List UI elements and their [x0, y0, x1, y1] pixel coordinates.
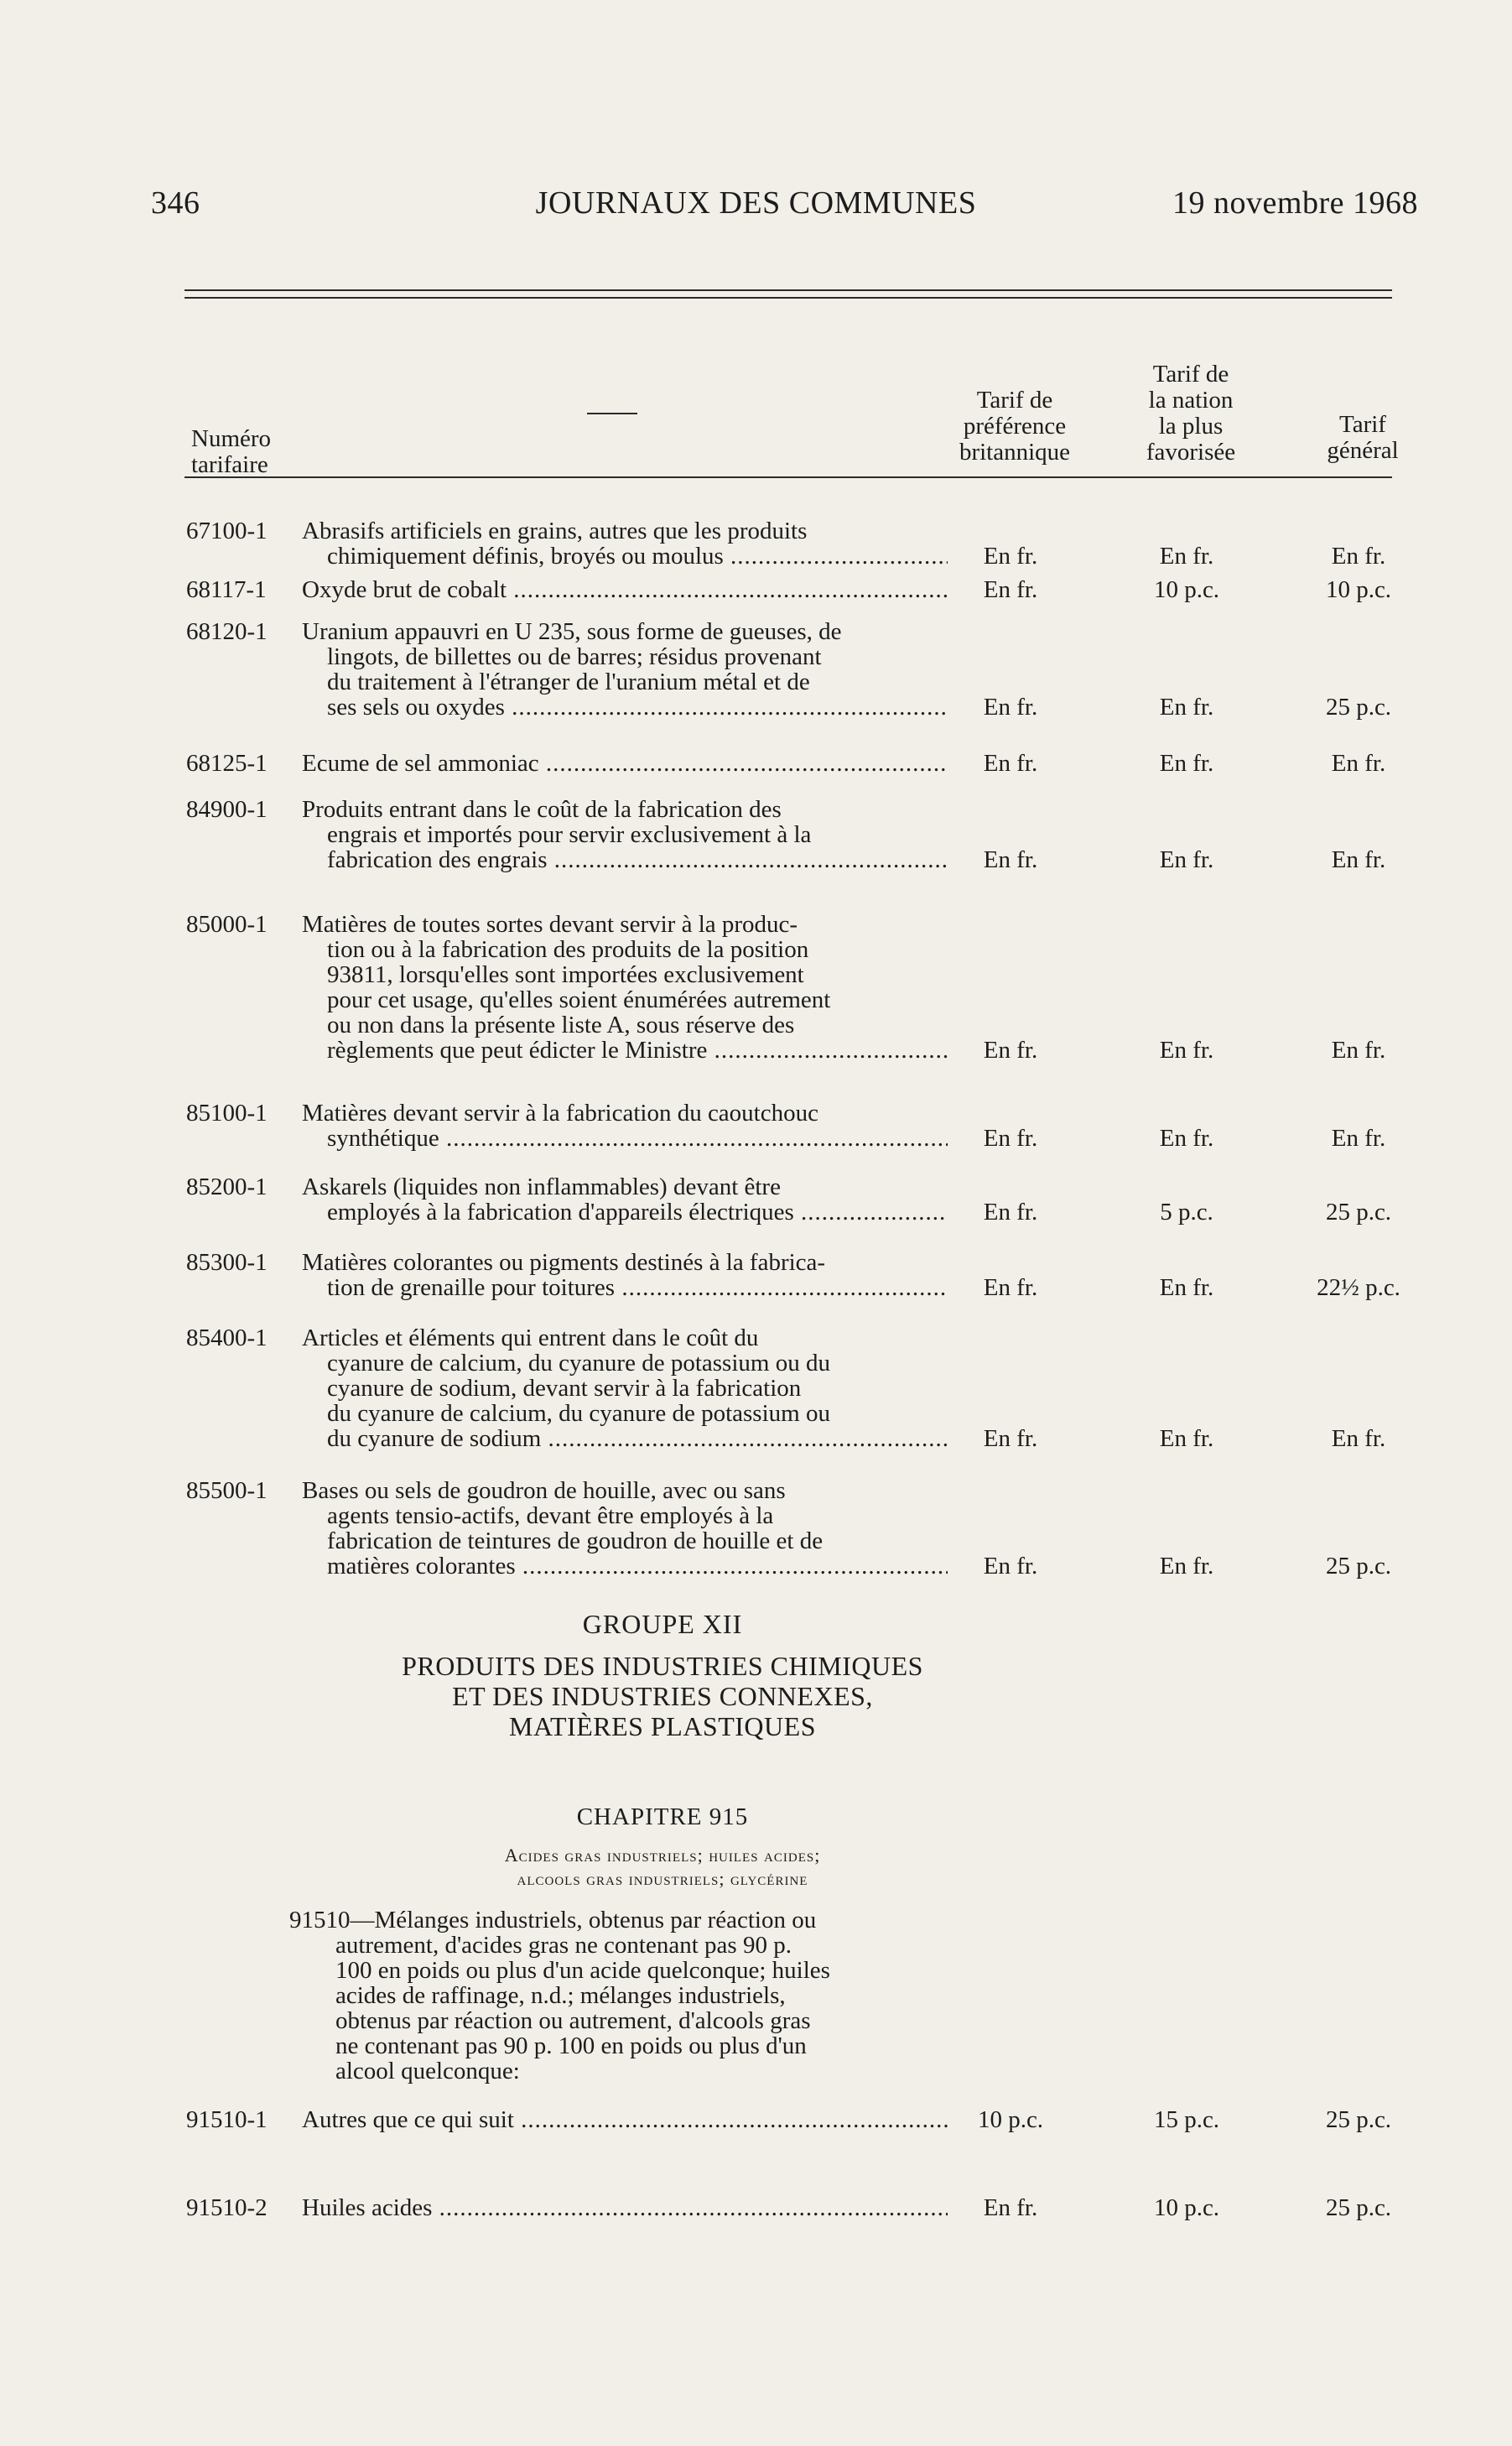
dot-leader: [548, 847, 948, 872]
rate-preference-britannique: En fr.: [983, 694, 1038, 721]
description-line: [302, 2107, 948, 2132]
description-text: Bases ou sels de goudron de houille, avec ou sans: [302, 1477, 786, 1504]
rate-nation-favorisee: En fr.: [1159, 543, 1214, 570]
rate-nation-favorisee: En fr.: [1159, 1425, 1214, 1452]
description-line: [302, 1528, 948, 1553]
description-line: [302, 544, 948, 569]
tariff-code: 91510-2: [186, 2194, 268, 2221]
column-header-line: Numéro: [191, 425, 272, 452]
description-text: du traitement à l'étranger de l'uranium métal et de: [327, 669, 810, 695]
description-line: [302, 797, 948, 822]
description-line: [302, 937, 948, 962]
description-text: Articles et éléments qui entrent dans le coût du: [302, 1324, 759, 1351]
description-text: Autres que ce qui suit: [302, 2107, 514, 2132]
description-text: Matières devant servir à la fabrication du caoutchouc: [302, 1100, 818, 1127]
rate-nation-favorisee: En fr.: [1159, 1125, 1214, 1152]
tariff-description: [302, 2107, 948, 2132]
description-line: [302, 1038, 948, 1063]
group-subtitle-line: ET DES INDUSTRIES CONNEXES,: [452, 1681, 873, 1711]
description-line: [302, 1101, 948, 1126]
tariff-description: [302, 1250, 948, 1300]
description-text: du cyanure de calcium, du cyanure de potassium ou: [327, 1400, 830, 1427]
description-line: [302, 1553, 948, 1579]
description-line: [302, 619, 948, 644]
tariff-description: [302, 2195, 948, 2220]
description-line: [302, 1376, 948, 1401]
description-text: Abrasifs artificiels en grains, autres que les produits: [302, 518, 808, 544]
header-rule-bottom: [184, 297, 1392, 299]
rate-preference-britannique: En fr.: [983, 1425, 1038, 1452]
description-line: [302, 1426, 948, 1451]
description-text: Oxyde brut de cobalt: [302, 577, 507, 602]
description-line: [302, 822, 948, 847]
tariff-code: 68120-1: [186, 618, 268, 645]
description-line: [302, 1275, 948, 1300]
rate-preference-britannique: En fr.: [983, 1199, 1038, 1226]
description-text: Askarels (liquides non inflammables) devant être: [302, 1174, 781, 1200]
position-paragraph: [289, 1907, 927, 2084]
tariff-code: 85000-1: [186, 911, 268, 938]
description-line: [302, 1174, 948, 1200]
group-subtitle-line: MATIÈRES PLASTIQUES: [509, 1711, 816, 1741]
paragraph-line: obtenus par réaction ou autrement, d'alcools gras: [335, 2007, 811, 2034]
tariff-description: [302, 577, 948, 602]
tariff-description: [302, 1101, 948, 1151]
dot-leader: [539, 751, 948, 776]
rate-preference-britannique: En fr.: [983, 846, 1038, 873]
description-line: [302, 1401, 948, 1426]
dot-leader: [541, 1426, 948, 1451]
dot-leader: [432, 2195, 948, 2220]
column-header-numero: [191, 426, 271, 478]
rate-tarif-general: En fr.: [1331, 846, 1386, 873]
column-header-line: la nation: [1148, 387, 1234, 414]
description-line: [302, 1351, 948, 1376]
description-line: [302, 695, 948, 720]
description-text: ses sels ou oxydes: [327, 695, 505, 720]
rate-tarif-general: 25 p.c.: [1325, 2106, 1392, 2133]
column-header-nation-favorisee: [1111, 362, 1270, 466]
description-text: fabrication des engrais: [327, 847, 548, 872]
rate-nation-favorisee: En fr.: [1159, 694, 1214, 721]
rate-nation-favorisee: 15 p.c.: [1153, 2106, 1220, 2133]
description-text: Huiles acides: [302, 2195, 433, 2220]
description-line: [302, 1503, 948, 1528]
column-header-description-dash: [587, 413, 637, 414]
tariff-description: [302, 1325, 948, 1451]
rate-preference-britannique: En fr.: [983, 1037, 1038, 1064]
description-text: chimiquement définis, broyés ou moulus: [327, 544, 724, 569]
dot-leader: [707, 1038, 948, 1063]
rate-preference-britannique: En fr.: [983, 1553, 1038, 1579]
tariff-code: 85400-1: [186, 1324, 268, 1351]
dot-leader: [794, 1200, 948, 1225]
tariff-code: 84900-1: [186, 796, 268, 823]
description-text: du cyanure de sodium: [327, 1426, 542, 1451]
description-text: règlements que peut édicter le Ministre: [327, 1038, 708, 1063]
description-text: lingots, de billettes ou de barres; résidus provenant: [327, 643, 822, 670]
description-line: [302, 518, 948, 544]
column-header-line: préférence: [963, 413, 1067, 440]
rate-preference-britannique: En fr.: [983, 576, 1038, 603]
column-header-line: Tarif de: [976, 387, 1053, 414]
description-text: 93811, lorsqu'elles sont importées exclusivement: [327, 961, 804, 988]
description-line: [302, 987, 948, 1012]
paragraph-line: alcool quelconque:: [335, 2058, 520, 2084]
rate-nation-favorisee: 10 p.c.: [1153, 2194, 1220, 2221]
tariff-description: [302, 619, 948, 720]
dot-leader: [615, 1275, 948, 1300]
rate-nation-favorisee: En fr.: [1159, 1553, 1214, 1579]
dot-leader: [724, 544, 948, 569]
chapter-subtitle: [302, 1844, 1023, 1891]
chapter-subtitle-line: alcools gras industriels; glycérine: [517, 1868, 808, 1889]
rate-nation-favorisee: En fr.: [1159, 1037, 1214, 1064]
rate-nation-favorisee: 10 p.c.: [1153, 576, 1220, 603]
group-subtitle: [302, 1651, 1023, 1741]
column-header-line: favorisée: [1146, 439, 1236, 466]
rate-tarif-general: En fr.: [1331, 1125, 1386, 1152]
rate-preference-britannique: En fr.: [983, 2194, 1038, 2221]
description-text: tion ou à la fabrication des produits de la position: [327, 936, 809, 963]
column-header-line: Tarif: [1339, 411, 1386, 438]
column-header-line: général: [1327, 437, 1399, 464]
description-text: synthétique: [327, 1126, 439, 1151]
rate-preference-britannique: En fr.: [983, 750, 1038, 777]
description-line: [302, 1478, 948, 1503]
description-text: pour cet usage, qu'elles soient énumérées autrement: [327, 986, 831, 1013]
rate-nation-favorisee: En fr.: [1159, 750, 1214, 777]
tariff-code: 85500-1: [186, 1477, 268, 1504]
rate-tarif-general: En fr.: [1331, 1037, 1386, 1064]
rate-nation-favorisee: En fr.: [1159, 846, 1214, 873]
column-header-rule: [184, 476, 1392, 478]
rate-preference-britannique: En fr.: [983, 1125, 1038, 1152]
dot-leader: [514, 2107, 948, 2132]
description-text: Uranium appauvri en U 235, sous forme de gueuses, de: [302, 618, 842, 645]
description-text: Produits entrant dans le coût de la fabrication des: [302, 796, 782, 823]
chapter-title: CHAPITRE 915: [576, 1803, 749, 1830]
rate-preference-britannique: 10 p.c.: [977, 2106, 1044, 2133]
description-line: [302, 1250, 948, 1275]
description-line: [302, 1325, 948, 1351]
description-text: engrais et importés pour servir exclusivement à la: [327, 821, 812, 848]
description-text: cyanure de calcium, du cyanure de potassium ou du: [327, 1350, 830, 1377]
description-text: agents tensio-actifs, devant être employés à la: [327, 1502, 774, 1529]
issue-date: 19 novembre 1968: [1172, 185, 1418, 221]
paragraph-line: autrement, d'acides gras ne contenant pas 90 p.: [335, 1932, 792, 1959]
tariff-description: [302, 912, 948, 1063]
dot-leader: [439, 1126, 948, 1151]
description-line: [302, 669, 948, 695]
rate-tarif-general: 25 p.c.: [1325, 1553, 1392, 1579]
tariff-code: 67100-1: [186, 518, 268, 544]
tariff-code: 68117-1: [186, 576, 267, 603]
paragraph-line: 91510—Mélanges industriels, obtenus par réaction ou: [289, 1907, 817, 1933]
paragraph-line: 100 en poids ou plus d'un acide quelconque; huiles: [335, 1957, 830, 1984]
tariff-code: 85200-1: [186, 1174, 268, 1200]
description-line: [302, 847, 948, 872]
paragraph-line: ne contenant pas 90 p. 100 en poids ou plus d'un: [335, 2032, 807, 2059]
column-header-preference-britannique: [935, 388, 1094, 466]
rate-nation-favorisee: 5 p.c.: [1160, 1199, 1213, 1226]
description-text: Ecume de sel ammoniac: [302, 751, 539, 776]
description-line: [302, 644, 948, 669]
description-text: tion de grenaille pour toitures: [327, 1275, 616, 1300]
tariff-code: 68125-1: [186, 750, 268, 777]
rate-tarif-general: En fr.: [1331, 750, 1386, 777]
rate-tarif-general: En fr.: [1331, 543, 1386, 570]
dot-leader: [516, 1553, 948, 1579]
description-text: Matières colorantes ou pigments destinés à la fabrica-: [302, 1249, 826, 1276]
description-text: employés à la fabrication d'appareils électriques: [327, 1200, 794, 1225]
description-line: [302, 1200, 948, 1225]
rate-preference-britannique: En fr.: [983, 543, 1038, 570]
column-header-line: Tarif de: [1152, 361, 1229, 388]
page-number: 346: [151, 185, 200, 221]
tariff-code: 85300-1: [186, 1249, 268, 1276]
header-rule-top: [184, 289, 1392, 291]
column-header-tarif-general: [1283, 412, 1442, 464]
group-title: GROUPE XII: [582, 1609, 743, 1639]
column-header-line: britannique: [959, 439, 1071, 466]
chapter-subtitle-line: Acides gras industriels; huiles acides;: [504, 1845, 821, 1866]
rate-tarif-general: 25 p.c.: [1325, 1199, 1392, 1226]
rate-tarif-general: En fr.: [1331, 1425, 1386, 1452]
column-header-line: tarifaire: [191, 451, 268, 478]
journal-title: JOURNAUX DES COMMUNES: [535, 185, 977, 221]
dot-leader: [505, 695, 948, 720]
dot-leader: [507, 577, 948, 602]
description-line: [302, 1126, 948, 1151]
tariff-description: [302, 1174, 948, 1225]
description-text: matières colorantes: [327, 1553, 516, 1579]
description-text: ou non dans la présente liste A, sous réserve des: [327, 1012, 795, 1038]
rate-tarif-general: 25 p.c.: [1325, 694, 1392, 721]
rate-tarif-general: 22½ p.c.: [1317, 1274, 1400, 1301]
description-text: fabrication de teintures de goudron de houille et de: [327, 1527, 824, 1554]
tariff-description: [302, 518, 948, 569]
description-line: [302, 912, 948, 937]
rate-tarif-general: 25 p.c.: [1325, 2194, 1392, 2221]
description-text: Matières de toutes sortes devant servir à la produc-: [302, 911, 798, 938]
description-line: [302, 2195, 948, 2220]
description-line: [302, 577, 948, 602]
tariff-description: [302, 751, 948, 776]
rate-tarif-general: 10 p.c.: [1325, 576, 1392, 603]
tariff-code: 85100-1: [186, 1100, 268, 1127]
description-text: cyanure de sodium, devant servir à la fabrication: [327, 1375, 802, 1402]
tariff-code: 91510-1: [186, 2106, 268, 2133]
paragraph-line: acides de raffinage, n.d.; mélanges industriels,: [335, 1982, 786, 2009]
description-line: [302, 962, 948, 987]
tariff-description: [302, 797, 948, 872]
rate-nation-favorisee: En fr.: [1159, 1274, 1214, 1301]
rate-preference-britannique: En fr.: [983, 1274, 1038, 1301]
tariff-description: [302, 1478, 948, 1579]
description-line: [302, 1012, 948, 1038]
group-subtitle-line: PRODUITS DES INDUSTRIES CHIMIQUES: [402, 1651, 923, 1681]
description-line: [302, 751, 948, 776]
column-header-line: la plus: [1158, 413, 1224, 440]
